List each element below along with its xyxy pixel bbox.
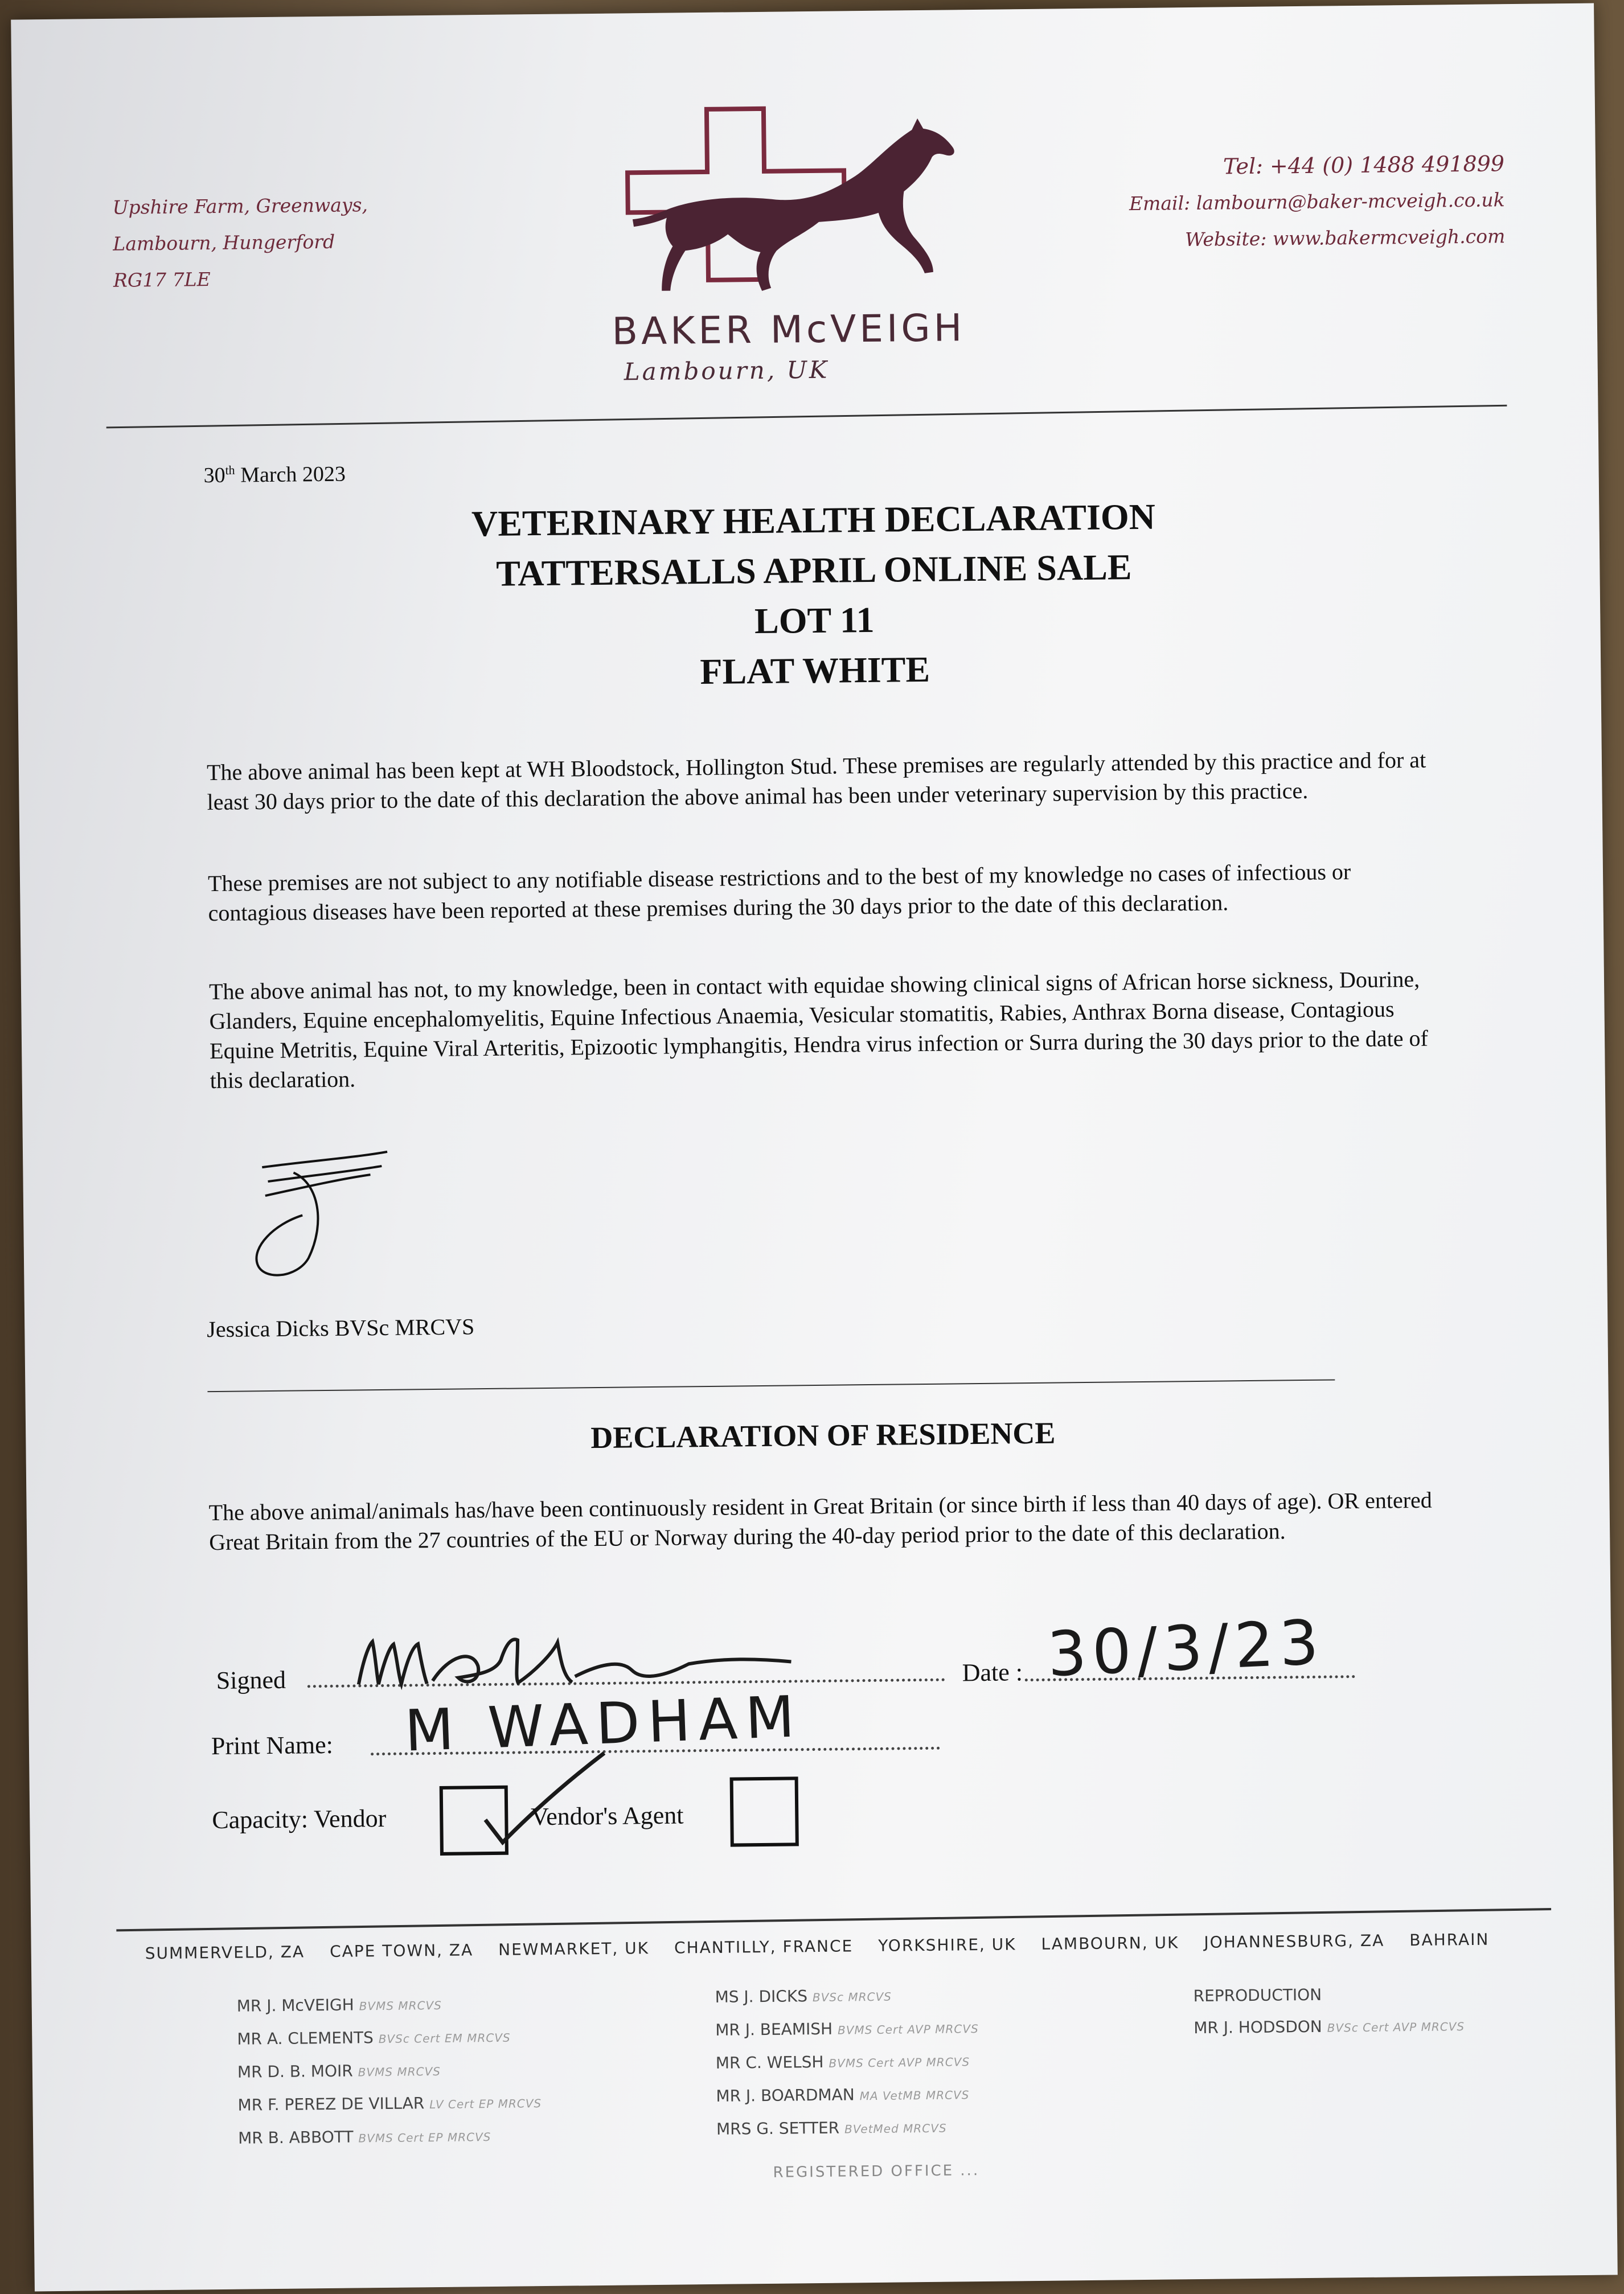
cross-outline	[627, 108, 845, 281]
handwritten-date: 30/3/23	[1045, 1607, 1326, 1691]
document-date	[203, 462, 346, 489]
staff-entry: MR J. HODSDON BVSc Cert AVP MRCVS	[1194, 2017, 1465, 2038]
staff-entry: MRS G. SETTER BVetMed MRCVS	[716, 2118, 947, 2139]
date-suffix: th	[225, 462, 235, 478]
date-rest: March 2023	[235, 462, 346, 487]
residence-title: DECLARATION OF RESIDENCE	[590, 1415, 1056, 1455]
staff-column	[715, 1979, 979, 2147]
registered-office: REGISTERED OFFICE ...	[773, 2162, 980, 2181]
print-name-label: Print Name:	[211, 1730, 334, 1760]
office-location: JOHANNESBURG, ZA	[1204, 1931, 1385, 1952]
letterhead-contact	[1037, 145, 1506, 260]
staff-entry: MR J. McVEIGH BVMS MRCVS	[236, 1995, 442, 2016]
declaration-title	[187, 489, 1442, 702]
brand-location: Lambourn, UK	[624, 355, 830, 386]
office-locations	[145, 1929, 1569, 1963]
address-line: Upshire Farm, Greenways,	[112, 194, 368, 219]
footer-divider	[116, 1908, 1551, 1931]
address-line: RG17 7LE	[113, 268, 211, 292]
capacity-label: Capacity: Vendor	[212, 1804, 387, 1835]
office-location: SUMMERVELD, ZA	[145, 1942, 305, 1963]
address-line: Lambourn, Hungerford	[113, 230, 335, 255]
website: Website: www.bakermcveigh.com	[1184, 225, 1506, 251]
office-location: CAPE TOWN, ZA	[329, 1940, 474, 1961]
title-line: TATTERSALLS APRIL ONLINE SALE	[495, 547, 1132, 594]
staff-entry: MR B. ABBOTT BVMS Cert EP MRCVS	[237, 2127, 491, 2148]
office-location: YORKSHIRE, UK	[878, 1935, 1016, 1955]
office-location: BAHRAIN	[1409, 1930, 1490, 1950]
declaration-paragraph: The above animal has been kept at WH Bloodstock, Hollington Stud. These premises are regularly attended by this practice and for at least 30 days prior to the date of this declaration the above animal has been under veterinary supervision by this practice.	[206, 746, 1426, 815]
email: Email: lambourn@baker-mcveigh.co.uk	[1129, 188, 1505, 215]
office-location: LAMBOURN, UK	[1041, 1933, 1179, 1954]
staff-entry: MR A. CLEMENTS BVSc Cert EM MRCVS	[237, 2028, 511, 2049]
declaration-document	[11, 3, 1618, 2292]
vet-signature	[239, 1148, 423, 1287]
date-label: Date :	[962, 1658, 1023, 1687]
staff-entry: MR F. PEREZ DE VILLAR LV Cert EP MRCVS	[237, 2094, 542, 2115]
declaration-paragraph: These premises are not subject to any notifiable disease restrictions and to the best of my knowledge no cases of infectious or contagious diseases have been reported at these premises during the 30 days prior to the date of this declaration.	[207, 859, 1351, 926]
title-line: VETERINARY HEALTH DECLARATION	[471, 496, 1156, 544]
handwritten-print-name: M WADHAM	[403, 1683, 804, 1764]
brand-name: BAKER McVEIGH	[612, 306, 966, 354]
vendors-agent-checkbox[interactable]	[730, 1776, 799, 1846]
staff-column	[1193, 1977, 1465, 2045]
residence-paragraph: The above animal/animals has/have been continuously resident in Great Britain (or since birth if less than 40 days of age). OR entered Great Britain from the 27 countries of the EU or Norway during the 40-day period prior to the date of this declaration.	[208, 1487, 1433, 1556]
staff-heading: REPRODUCTION	[1193, 1985, 1322, 2006]
signed-label: Signed	[216, 1665, 286, 1695]
letterhead-address	[112, 186, 455, 299]
title-line: FLAT WHITE	[700, 649, 930, 692]
check-mark-icon	[450, 1745, 611, 1854]
office-location: NEWMARKET, UK	[498, 1939, 650, 1959]
title-line: LOT 11	[754, 599, 875, 642]
running-horse-icon	[631, 118, 955, 292]
staff-entry: MS J. DICKS BVSc MRCVS	[715, 1987, 892, 2006]
staff-entry: MR J. BEAMISH BVMS Cert AVP MRCVS	[715, 2019, 979, 2039]
vendors-agent-label: Vendor's Agent	[531, 1801, 684, 1831]
declaration-paragraph: The above animal has not, to my knowledge, been in contact with equidae showing clinical signs of African horse sickness, Dourine, Glanders, Equine encephalomyelitis, Equine Infectious Anaemia, Vesicular stomatitis, Rabies, Anthrax Borna disease, Contagious Equine Metritis, Equine Viral Arteritis, Epizootic lymphangitis, Hendra virus infection or Surra during the 30 days prior to the date of this declaration.	[208, 966, 1429, 1094]
staff-entry: MR D. B. MOIR BVMS MRCVS	[237, 2061, 441, 2082]
vet-name: Jessica Dicks BVSc MRCVS	[207, 1314, 475, 1343]
staff-entry: MR J. BOARDMAN MA VetMB MRCVS	[716, 2085, 970, 2106]
section-divider	[207, 1379, 1335, 1392]
staff-column	[236, 1987, 542, 2156]
staff-entry: MR C. WELSH BVMS Cert AVP MRCVS	[715, 2052, 970, 2073]
date-day: 30	[203, 463, 225, 488]
telephone: Tel: +44 (0) 1488 491899	[1223, 151, 1505, 179]
office-location: CHANTILLY, FRANCE	[674, 1936, 854, 1958]
